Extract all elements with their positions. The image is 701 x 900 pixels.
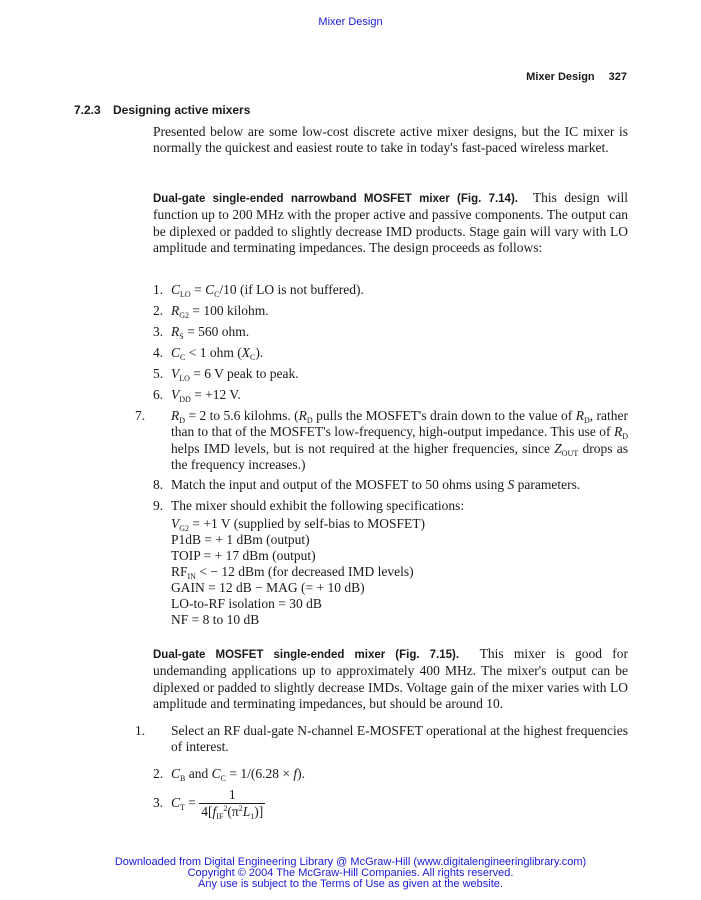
single-ended-heading: Dual-gate MOSFET single-ended mixer (Fig. 7.15). (153, 649, 460, 661)
ct-denominator: $4[f_{IF}^2(\pi^2L_1)]$ (201, 804, 264, 822)
intro-paragraph: Presented below are some low-cost discrete active mixer designs, but the IC mixer is normally the quickest and easiest route to take in today's fast-paced wireless market. (153, 124, 628, 156)
narrowband-paragraph (153, 190, 628, 257)
narrowband-step-9: 9. The mixer should exhibit the following specifications: (153, 498, 465, 513)
narrowband-step-2: 2. $R_{G2} = 100$ kilohm. (153, 303, 269, 320)
ct-fraction (199, 787, 265, 821)
narrowband-step-5: 5. $V_{LO} = 6$ V peak to peak. (153, 366, 299, 383)
single-ended-step-3: 3. $C_T$ = $\frac{1}{4[f_{IF}^2(\pi^2L_1)]}$ (153, 787, 264, 822)
spec-nf: NF = 8 to 10 dB (171, 612, 260, 627)
single-ended-paragraph (153, 646, 628, 713)
running-head (526, 71, 627, 83)
section-number: 7.2.3 (74, 103, 101, 117)
page-number: 327 (608, 71, 627, 83)
narrowband-step-3: 3. $R_S = 560$ ohm. (153, 324, 250, 341)
narrowband-step-4: 4. $C_C < 1$ ohm $(X_C)$. (153, 345, 264, 362)
running-head-title: Mixer Design (526, 71, 595, 83)
narrowband-heading: Dual-gate single-ended narrowband MOSFET mixer (Fig. 7.14). (153, 193, 518, 205)
top-title-link[interactable]: Mixer Design (318, 16, 383, 28)
spec-isolation: LO-to-RF isolation = 30 dB (171, 596, 322, 611)
spec-toip: TOIP = + 17 dBm (output) (171, 548, 316, 563)
spec-rf-in: $RF_{IN}$ < − 12 dBm (for decreased IMD levels) (171, 564, 414, 581)
footer-copyright: Copyright © 2004 The McGraw-Hill Companies. All rights reserved. (187, 867, 514, 879)
narrowband-step-8: 8. Match the input and output of the MOSFET to 50 ohms using S parameters. (153, 477, 581, 492)
single-ended-body: This mixer is good for undemanding applications up to approximately 400 MHz. The mixer's output can be diplexed or padded to slightly decrease IMDs. Voltage gain of the mixer varies with LO amplitude and terminating impedances, but should be around 10. (153, 646, 628, 712)
narrowband-step-7: 7. $R_D = 2$ to 5.6 kilohms. ($R_D$ pulls the MOSFET's drain down to the value of $R_D$, rather than to that of the MOSFET's low-frequency, high-output impedance. This use of $R_D$ helps IMD levels, but is not required at the higher frequencies, since $Z_{OUT}$ drops as the frequency increases.) (135, 408, 628, 473)
spec-gain: GAIN = 12 dB − MAG (= + 10 dB) (171, 580, 365, 595)
spec-vg2: $V_{G2} = +1$ V (supplied by self-bias to MOSFET) (171, 516, 426, 533)
section-heading (74, 103, 250, 117)
section-title: Designing active mixers (113, 103, 251, 117)
single-ended-step-1: 1. Select an RF dual-gate N-channel E-MOSFET operational at the highest frequencies of interest. (135, 723, 628, 755)
footer-terms-link[interactable]: Any use is subject to the Terms of Use as given at the website. (198, 878, 503, 890)
ct-numerator: 1 (199, 787, 265, 804)
spec-p1db: P1dB = + 1 dBm (output) (171, 532, 310, 547)
narrowband-body: This design will function up to 200 MHz with the proper active and passive components. The output can be diplexed or padded to slightly decrease IMD products. Stage gain will vary with LO amplitude and terminating impedances. The design proceeds as follows: (153, 190, 629, 256)
single-ended-step-2: 2. $C_B$ and $C_C = 1/(6.28 \times f)$. (153, 766, 305, 783)
narrowband-step-6: 6. $V_{DD} = +12$ V. (153, 387, 241, 404)
footer-download-link[interactable]: Downloaded from Digital Engineering Library @ McGraw-Hill (www.digitalengineeringlibrary.com) (114, 856, 587, 868)
narrowband-step-1: 1. $C_{LO} = C_C/10$ (if LO is not buffered). (153, 282, 364, 299)
